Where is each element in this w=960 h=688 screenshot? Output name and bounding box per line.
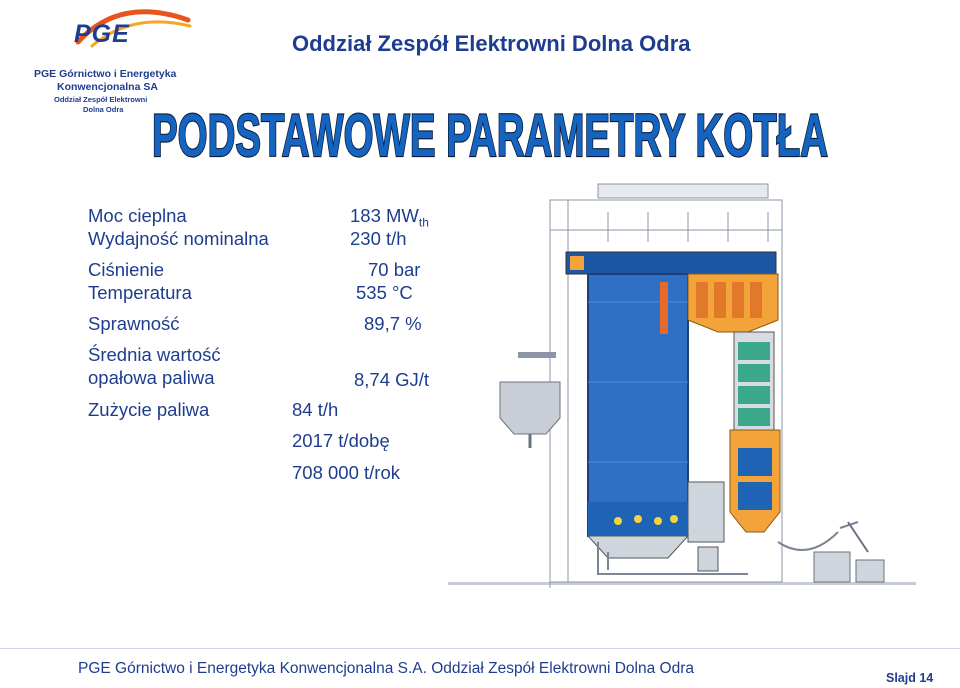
param-zuzycie-value-3: 708 000 t/rok	[292, 462, 400, 483]
slide-title-text: PODSTAWOWE PARAMETRY KOTŁA	[152, 102, 828, 168]
bed-nozzle	[614, 517, 622, 525]
param-wydajnosc-value: 230 t/h	[350, 228, 407, 249]
param-wydajnosc-label: Wydajność nominalna	[88, 228, 269, 249]
param-moc-value: 183 $MW_{th}$	[350, 205, 429, 230]
logo-branch-line: Oddział Zespół Elektrowni	[54, 95, 148, 104]
air-heater	[730, 430, 780, 532]
param-zuzycie-label: Zużycie paliwa	[88, 399, 210, 420]
boiler-diagram	[448, 182, 918, 588]
logo-company-line: PGE Górnictwo i Energetyka	[34, 68, 177, 80]
fuel-silo	[500, 352, 560, 448]
param-zuzycie-value-2: 2017 t/dobę	[292, 430, 390, 451]
auxiliary-equipment	[814, 522, 884, 582]
logo-wordmark: PGE	[74, 20, 130, 48]
param-moc-label: Moc cieplna	[88, 205, 187, 226]
param-cisnienie-label: Ciśnienie	[88, 259, 165, 280]
param-srednia-label-2: opałowa paliwa	[88, 367, 215, 388]
param-temperatura-label: Temperatura	[88, 282, 192, 303]
footer-company-text: PGE Górnictwo i Energetyka Konwencjonalna S.A. Oddział Zespół Elektrowni Dolna Odra	[78, 660, 694, 677]
branch-title: Oddział Zespół Elektrowni Dolna Odra	[292, 31, 691, 56]
steam-drum	[566, 252, 776, 274]
param-sprawnosc-value: 89,7 %	[364, 313, 422, 334]
slide-title	[148, 100, 838, 168]
param-cisnienie-value: 70 bar	[368, 259, 421, 280]
logo-branch-line-2: Dolna Odra	[83, 105, 124, 114]
furnace-chamber	[588, 274, 688, 536]
param-srednia-value: 8,74 GJ/t	[354, 369, 430, 390]
roof-structure	[598, 184, 768, 198]
param-temperatura-value: 535 °C	[356, 282, 413, 303]
drum-end	[570, 256, 584, 270]
param-srednia-label-1: Średnia wartość	[88, 344, 221, 365]
footer-divider	[0, 648, 960, 649]
param-sprawnosc-label: Sprawność	[88, 313, 180, 334]
param-zuzycie-value-1: 84 t/h	[292, 399, 339, 420]
logo-company-line-2: Konwencjonalna SA	[57, 81, 158, 93]
slide-number: Slajd 14	[886, 671, 934, 685]
